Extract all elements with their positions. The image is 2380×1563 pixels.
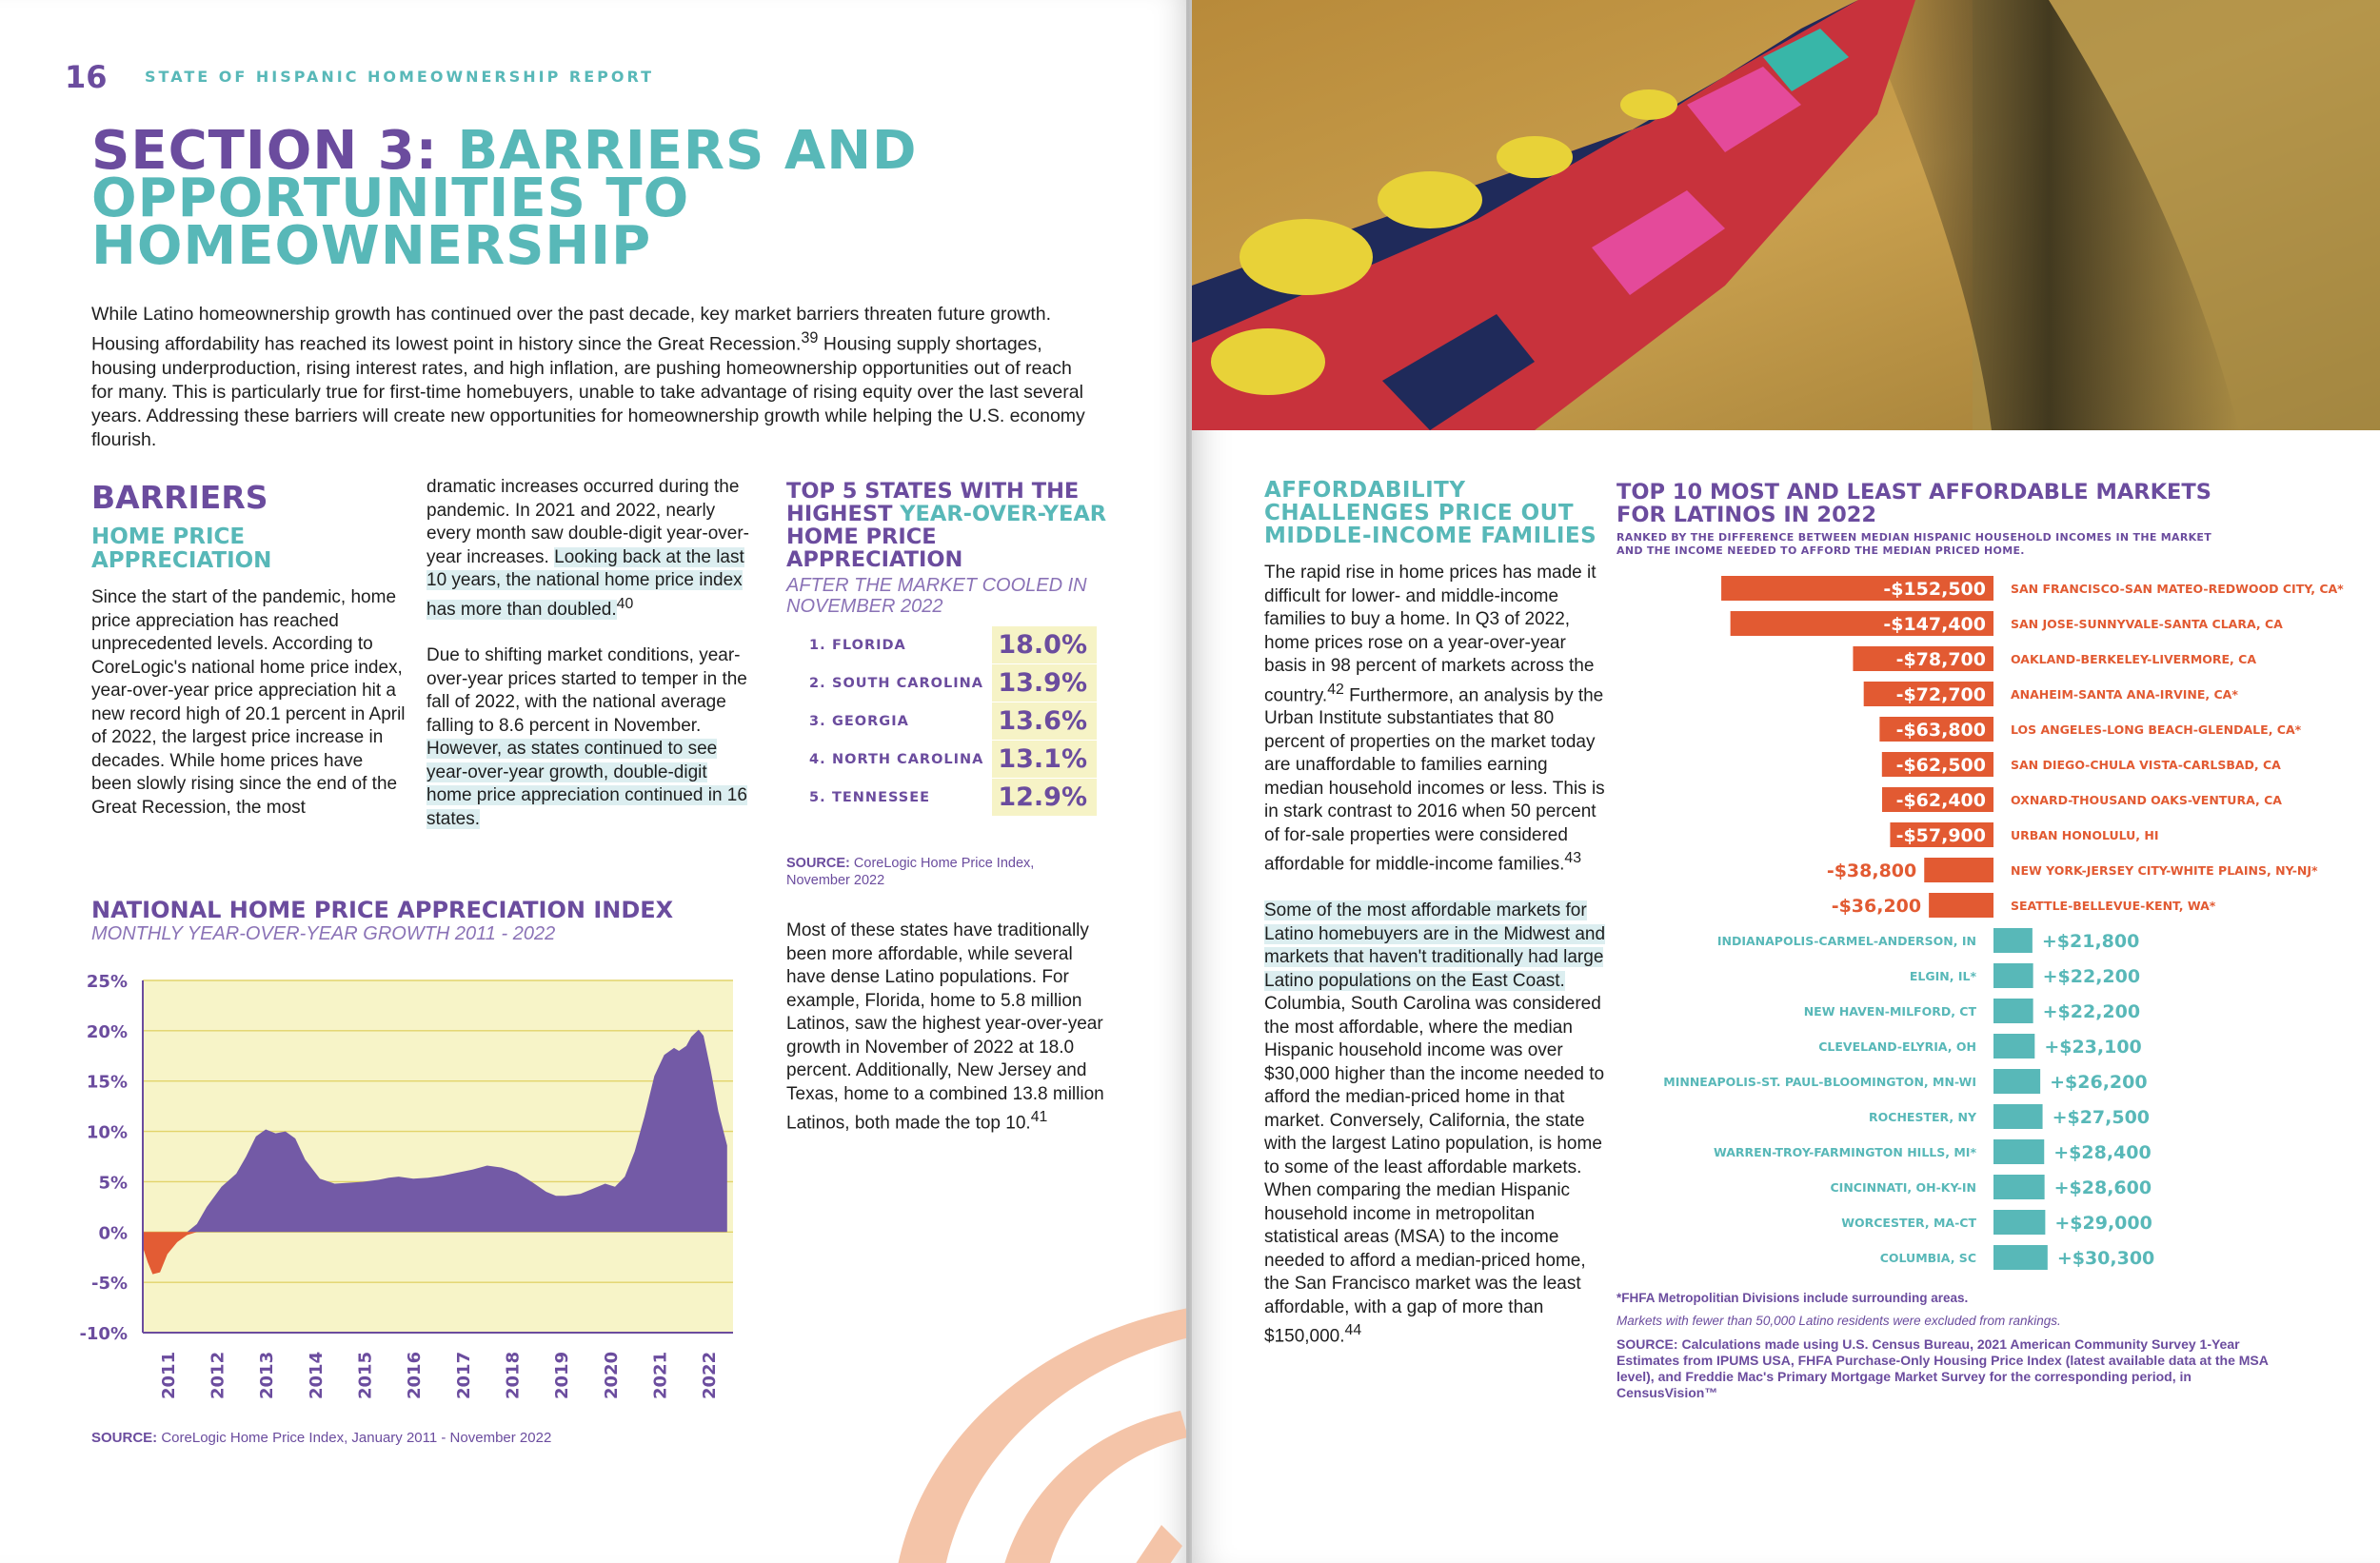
market-name-label: COLUMBIA, SC — [1879, 1251, 1976, 1265]
col2-p1-text: dramatic increases occurred during the pandemic. In 2021 and 2022, nearly every month saw double-digit year-over-year increases. — [426, 477, 749, 567]
rank: 5. — [809, 790, 826, 805]
bar-value-label: +$21,800 — [2041, 931, 2140, 952]
x-tick-label: 2014 — [306, 1351, 327, 1399]
market-name-label: SAN JOSE-SUNNYVALE-SANTA CLARA, CA — [2011, 617, 2283, 631]
bar-value-label: +$23,100 — [2044, 1037, 2142, 1058]
state-value: 13.6% — [992, 702, 1097, 741]
state-value: 12.9% — [992, 779, 1097, 817]
chart-title: NATIONAL HOME PRICE APPRECIATION INDEX — [91, 897, 674, 923]
bar-value-label: +$22,200 — [2042, 966, 2141, 987]
chart-source — [91, 1430, 551, 1446]
market-bar — [1993, 1139, 2044, 1164]
market-name-label: CINCINNATI, OH-KY-IN — [1830, 1180, 1976, 1195]
column-3-text — [786, 920, 1110, 1136]
market-name-label: ANAHEIM-SANTA ANA-IRVINE, CA* — [2011, 687, 2238, 702]
market-name-label: NEW HAVEN-MILFORD, CT — [1803, 1004, 1976, 1019]
source-text: CoreLogic Home Price Index, January 2011 - November 2022 — [161, 1430, 552, 1446]
page-number: 16 — [65, 59, 108, 95]
footnote-ref: 39 — [801, 329, 819, 346]
table-row — [786, 626, 1097, 664]
state-name: FLORIDA — [832, 638, 906, 653]
column-4-paragraph-2 — [1264, 900, 1607, 1349]
left-page — [0, 0, 1186, 1563]
markets-footnote-2: Markets with fewer than 50,000 Latino residents were excluded from rankings. — [1616, 1314, 2061, 1328]
x-tick-label: 2016 — [405, 1351, 426, 1399]
market-bar — [1993, 928, 2033, 953]
bar-value-label: -$62,500 — [1895, 755, 1986, 776]
table-row — [786, 741, 1097, 779]
barriers-heading: BARRIERS — [91, 479, 268, 516]
section-label: SECTION 3: — [91, 120, 439, 182]
col4-p1b: Furthermore, an analysis by the Urban Institute substantiates that 80 percent of properties on the market today are unaffordable to families earning median household incomes or less. This is in stark contrast to 2016 when 50 percent of for-sale properties were considered affordable for middle-income families. — [1264, 684, 1605, 875]
state-value: 18.0% — [992, 626, 1097, 664]
market-bar — [1993, 1210, 2045, 1235]
right-page — [1192, 0, 2380, 1563]
markets-chart-subtitle: RANKED BY THE DIFFERENCE BETWEEN MEDIAN HISPANIC HOUSEHOLD INCOMES IN THE MARKET AND THE INCOME NEEDED TO AFFORD THE MEDIAN PRICED HOME. — [1616, 531, 2212, 557]
bar-value-label: -$147,400 — [1883, 614, 1986, 635]
bar-value-label: -$72,700 — [1895, 684, 1986, 705]
bar-value-label: -$38,800 — [1826, 861, 1917, 881]
column-2-paragraph-2 — [426, 644, 750, 831]
x-tick-label: 2013 — [257, 1351, 278, 1399]
y-tick-label: 10% — [86, 1122, 128, 1143]
market-name-label: URBAN HONOLULU, HI — [2011, 828, 2159, 842]
intro-text-2: Housing supply shortages, housing underproduction, rising interest rates, and high inflation, are pushing homeownership opportunities out of reach for many. This is particularly true for first-time homebuyers, unable to take advantage of rising equity over the last several years. Addressing these barriers will create new opportunities for homeownership growth while helping the U.S. economy flourish. — [91, 333, 1085, 450]
column-4-paragraph-1 — [1264, 562, 1607, 877]
home-price-appreciation-heading: HOME PRICE APPRECIATION — [91, 524, 272, 573]
market-bar — [1993, 1069, 2040, 1094]
state-name: TENNESSEE — [832, 790, 931, 805]
section-title — [91, 120, 1043, 277]
bar-value-label: -$57,900 — [1895, 825, 1986, 846]
markets-source — [1616, 1336, 2283, 1401]
markets-chart-title — [1616, 481, 2211, 526]
market-bar — [1993, 1104, 2043, 1129]
bar-value-label: -$36,200 — [1831, 896, 1922, 917]
market-name-label: ROCHESTER, NY — [1869, 1110, 1976, 1124]
market-name-label: ELGIN, IL* — [1909, 969, 1976, 983]
top5-title — [786, 480, 1110, 571]
market-bar — [1993, 963, 2033, 988]
col2-p2-highlight: However, as states continued to see year-over-year growth, double-digit home price appreciation continued in 16 states. — [426, 739, 747, 829]
bar-value-label: +$28,400 — [2053, 1142, 2152, 1163]
footnote-ref: 43 — [1564, 850, 1582, 867]
top5-title-b: YEAR-OVER-YEAR — [900, 502, 1107, 526]
x-tick-label: 2022 — [700, 1351, 721, 1399]
top5-title-a: TOP 5 STATES WITH THE HIGHEST — [786, 479, 1080, 526]
x-tick-label: 2019 — [552, 1351, 573, 1399]
running-head: STATE OF HISPANIC HOMEOWNERSHIP REPORT — [145, 68, 655, 86]
bar-value-label: +$27,500 — [2052, 1107, 2151, 1128]
source-text: Calculations made using U.S. Census Bureau, 2021 American Community Survey 1-Year Estimates from IPUMS USA, FHFA Purchase-Only Housing Price Index (latest available data at the MSA level), and Freddie Mac's Primary Mortgage Market Survey for the corresponding period, in CensusVision™ — [1616, 1336, 2269, 1400]
bar-value-label: +$28,600 — [2053, 1177, 2152, 1198]
source-label: SOURCE: — [1616, 1336, 1678, 1352]
state-value: 13.1% — [992, 741, 1097, 779]
affordability-heading: AFFORDABILITY CHALLENGES PRICE OUT MIDDLE-INCOME FAMILIES — [1264, 478, 1597, 548]
x-tick-label: 2020 — [601, 1351, 622, 1399]
market-name-label: OAKLAND-BERKELEY-LIVERMORE, CA — [2011, 652, 2257, 666]
top5-title-c: HOME PRICE APPRECIATION — [786, 524, 963, 572]
bar-value-label: +$26,200 — [2050, 1072, 2148, 1093]
bar-value-label: -$62,400 — [1895, 790, 1986, 811]
col4-p2-highlight: Some of the most affordable markets for Latino homebuyers are in the Midwest and markets that haven't traditionally had large Latino populations on the East Coast. — [1264, 900, 1606, 991]
intro-text-1: While Latino homeownership growth has continued over the past decade, key market barriers threaten future growth. Housing affordability has reached its lowest point in history since the Great Recession. — [91, 304, 1052, 355]
markets-title-line-2: FOR LATINOS IN 2022 — [1616, 503, 1877, 527]
rank: 3. — [809, 714, 826, 729]
footnote-ref: 42 — [1327, 681, 1344, 698]
table-row — [786, 702, 1097, 741]
market-name-label: SAN FRANCISCO-SAN MATEO-REDWOOD CITY, CA* — [2011, 582, 2344, 596]
chart-subtitle: MONTHLY YEAR-OVER-YEAR GROWTH 2011 - 2022 — [91, 923, 556, 944]
y-tick-label: 15% — [86, 1072, 128, 1093]
painted-bench-photo — [1192, 0, 2380, 430]
y-tick-label: 5% — [98, 1173, 128, 1194]
market-name-label: MINNEAPOLIS-ST. PAUL-BLOOMINGTON, MN-WI — [1663, 1075, 1976, 1089]
market-name-label: WORCESTER, MA-CT — [1841, 1216, 1976, 1230]
market-name-label: SEATTLE-BELLEVUE-KENT, WA* — [2011, 899, 2216, 913]
column-2-paragraph-1 — [426, 476, 750, 622]
x-tick-label: 2021 — [650, 1351, 671, 1399]
column-2 — [426, 476, 750, 831]
x-tick-label: 2012 — [208, 1351, 228, 1399]
market-name-label: NEW YORK-JERSEY CITY-WHITE PLAINS, NY-NJ* — [2011, 863, 2318, 878]
x-tick-label: 2018 — [503, 1351, 524, 1399]
home-price-appreciation-chart — [76, 961, 762, 1428]
top5-title-block — [786, 480, 1110, 617]
bar-value-label: -$152,500 — [1883, 579, 1986, 600]
x-tick-label: 2017 — [453, 1351, 474, 1399]
market-bar — [1993, 1175, 2045, 1199]
markets-title-line-1: TOP 10 MOST AND LEAST AFFORDABLE MARKETS — [1616, 480, 2211, 505]
market-bar — [1924, 858, 1993, 882]
state-name: SOUTH CAROLINA — [832, 676, 983, 691]
market-name-label: LOS ANGELES-LONG BEACH-GLENDALE, CA* — [2011, 722, 2302, 737]
bar-value-label: +$30,300 — [2056, 1248, 2155, 1269]
bar-value-label: -$78,700 — [1895, 649, 1986, 670]
y-tick-label: 0% — [98, 1223, 128, 1244]
table-row — [786, 664, 1097, 702]
top5-table — [786, 626, 1097, 817]
top5-subtitle: AFTER THE MARKET COOLED IN NOVEMBER 2022 — [786, 575, 1087, 617]
table-row — [786, 779, 1097, 817]
market-bar — [1993, 999, 2033, 1023]
y-tick-label: 25% — [86, 972, 128, 992]
col2-p1-highlight: Looking back at the last 10 years, the national home price index has more than doubled. — [426, 546, 744, 620]
market-name-label: CLEVELAND-ELYRIA, OH — [1818, 1039, 1976, 1054]
x-tick-label: 2015 — [355, 1351, 376, 1399]
col3-text: Most of these states have traditionally been more affordable, while several have dense Latino populations. For example, Florida, home to 5.8 million Latinos, saw the highest year-over-year growth in November of 2022 at 18.0 percent. Additionally, New Jersey and Texas, home to a combined 13.8 million Latinos, both made the top 10. — [786, 920, 1104, 1134]
col4-p1: The rapid rise in home prices has made it difficult for lower- and middle-income families to buy a home. In Q3 of 2022, home prices rose on a year-over-year basis in 98 percent of markets across the country. — [1264, 563, 1597, 705]
market-name-label: SAN DIEGO-CHULA VISTA-CARLSBAD, CA — [2011, 758, 2281, 772]
decorative-arc-graphic — [838, 1296, 1186, 1563]
y-tick-label: 20% — [86, 1021, 128, 1042]
rank: 4. — [809, 752, 826, 767]
market-name-label: OXNARD-THOUSAND OAKS-VENTURA, CA — [2011, 793, 2282, 807]
y-tick-label: -5% — [90, 1274, 128, 1295]
footnote-ref: 41 — [1030, 1109, 1048, 1125]
footnote-ref: 44 — [1344, 1322, 1362, 1339]
bar-value-label: +$22,200 — [2042, 1001, 2141, 1022]
state-name: GEORGIA — [832, 714, 909, 729]
market-name-label: WARREN-TROY-FARMINGTON HILLS, MI* — [1714, 1145, 1976, 1159]
market-bar — [1993, 1034, 2034, 1058]
column-1-text: Since the start of the pandemic, home price appreciation has reached unprecedented levels. According to CoreLogic's national home price index, year-over-year price appreciation hit a new record high of 20.1 percent in April of 2022, the largest price increase in decades. While home prices have been slowly rising since the end of the Great Recession, the most — [91, 587, 406, 818]
market-bar — [1929, 893, 1993, 918]
market-bar — [1993, 1245, 2048, 1270]
state-name: NORTH CAROLINA — [832, 752, 984, 767]
source-label: SOURCE: — [91, 1430, 158, 1446]
rank: 1. — [809, 638, 826, 653]
source-label: SOURCE: — [786, 856, 850, 871]
source-text: CoreLogic Home Price Index, November 2022 — [786, 856, 1035, 888]
bar-value-label: +$29,000 — [2054, 1213, 2152, 1234]
column-4 — [1264, 562, 1607, 1349]
section-title-text: BARRIERS AND OPPORTUNITIES TO HOMEOWNERSHIP — [91, 120, 918, 277]
col4-p2-rest: Columbia, South Carolina was considered the most affordable, where the median Hispanic household income was over $30,000 higher than the income needed to afford the median-priced home in that market. Conversely, California, the state with the largest Latino population, is home to some of the least affordable markets. When comparing the median Hispanic household income in metropolitan statistical areas (MSA) to the income needed to afford a median-priced home, the San Francisco market was the least affordable, with a gap of more than $150,000. — [1264, 994, 1605, 1347]
footnote-ref: 40 — [616, 595, 634, 612]
bar-value-label: -$63,800 — [1895, 720, 1986, 741]
intro-paragraph — [91, 303, 1091, 452]
rank: 2. — [809, 676, 826, 691]
state-value: 13.9% — [992, 664, 1097, 702]
top5-source — [786, 855, 1101, 889]
market-name-label: INDIANAPOLIS-CARMEL-ANDERSON, IN — [1716, 934, 1976, 948]
markets-footnote-1: *FHFA Metropolitian Divisions include surrounding areas. — [1616, 1291, 1969, 1305]
affordable-markets-bar-chart — [1611, 567, 2372, 1272]
y-tick-label: -10% — [79, 1324, 128, 1344]
col2-p2-text: Due to shifting market conditions, year-over-year prices started to temper in the fall of 2022, with the national average falling to 8.6 percent in November. — [426, 645, 747, 736]
x-tick-label: 2011 — [158, 1351, 179, 1399]
